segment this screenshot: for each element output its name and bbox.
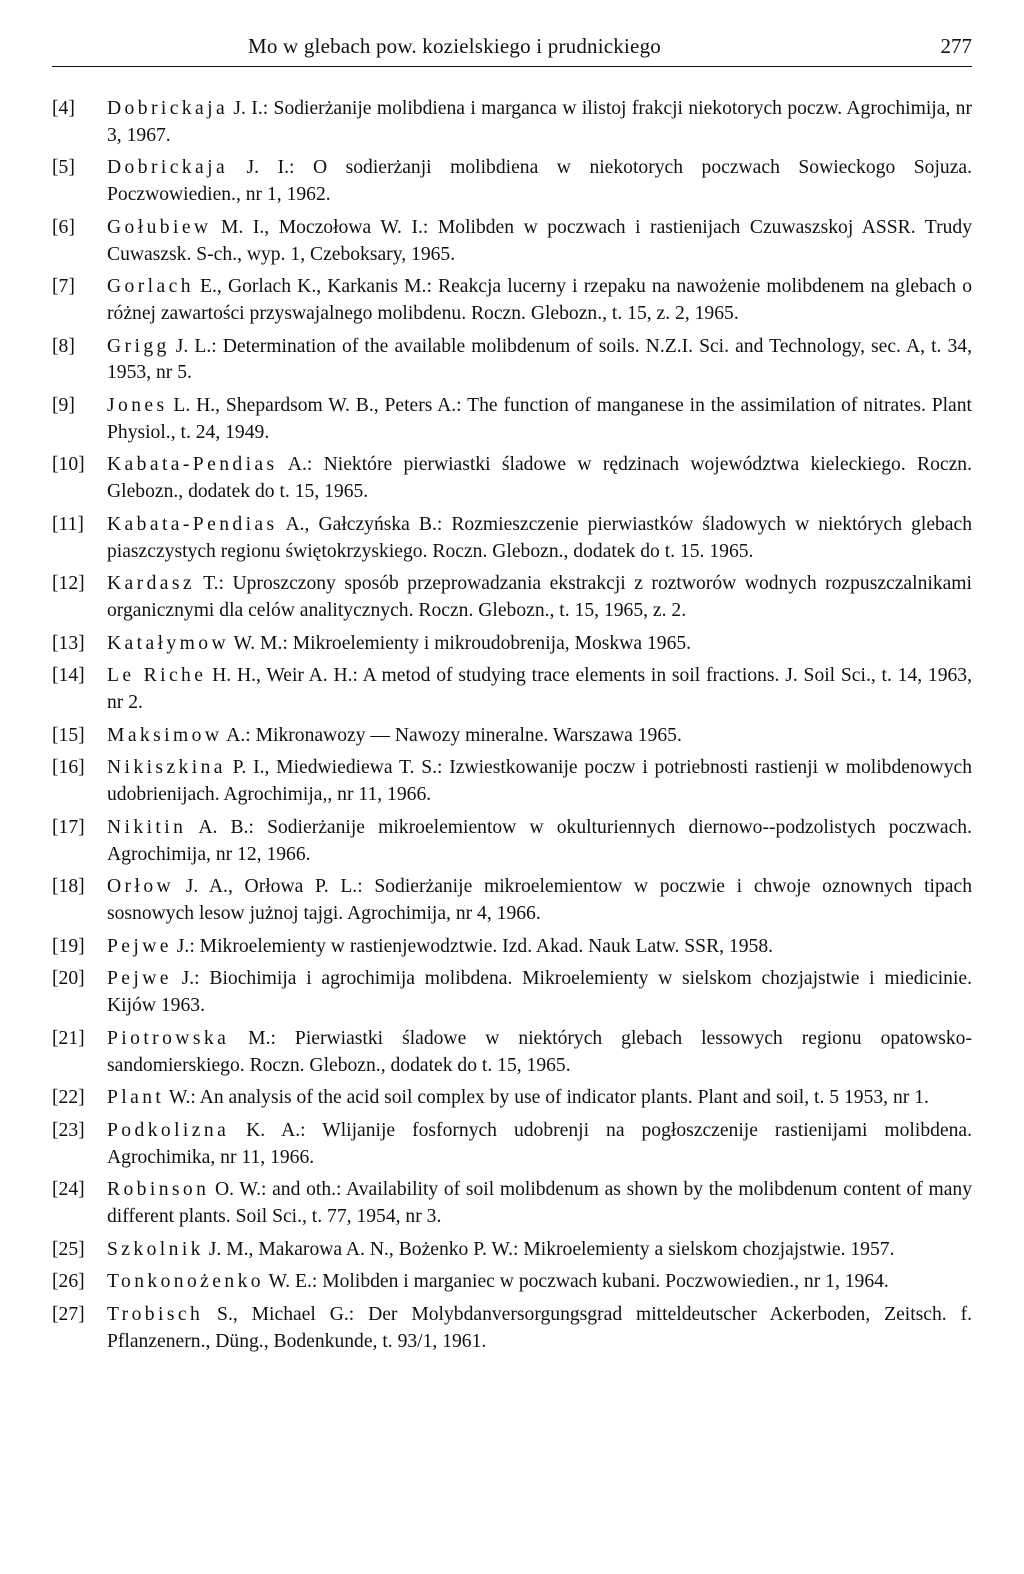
reference-first-author: Dobrickaja [107,157,229,179]
reference-first-author: Jones [107,395,168,417]
reference-first-author: Robinson [107,1179,210,1201]
reference-text: W. M.: Mikroelemienty i mikroudobrenija, Moskwa 1965. [229,632,692,654]
reference-item [52,1118,972,1171]
reference-first-author: Le Riche [107,665,207,687]
reference-text: M.: Pierwiastki śladowe w niektórych glebach lessowych regionu opatowsko-sandomierskiego. Roczn. Glebozn., dodatek do t. 15, 1965. [107,1027,972,1076]
reference-number: [23] [52,1119,85,1141]
reference-text: J. I.: Sodierżanije molibdiena i marganca w ilistoj frakcji niekotorych poczw. Agrochimija, nr 3, 1967. [107,98,972,146]
reference-number: [21] [52,1027,85,1049]
reference-number: [22] [52,1087,85,1109]
reference-first-author: Kabata-Pendias [107,454,278,476]
reference-item [52,1085,972,1112]
reference-item [52,755,972,808]
reference-list [52,96,972,1362]
reference-text: A., Gałczyńska B.: Rozmieszczenie pierwiastków śladowych w niektórych glebach piaszczystych regionu świętokrzyskiego. Roczn. Glebozn., dodatek do t. 15. 1965. [107,513,972,562]
reference-text: J. A., Orłowa P. L.: Sodierżanije mikroelemientow w poczwie i chwoje oznownych tipach sosnowych lesow jużnoj tajgi. Agrochimija, nr 4, 1966. [107,876,972,924]
reference-item [52,452,972,505]
reference-text: E., Gorlach K., Karkanis M.: Reakcja lucerny i rzepaku na nawożenie molibdenem na glebach o różnej zawartości przyswajalnego molibdenu. Roczn. Glebozn., t. 15, z. 2, 1965. [107,276,972,324]
reference-item [52,274,972,327]
reference-number: [26] [52,1271,85,1293]
reference-item [52,663,972,716]
running-header [52,30,972,64]
reference-item [52,1237,972,1264]
reference-first-author: Kabata-Pendias [107,513,278,535]
reference-item [52,934,972,961]
reference-text: A.: Mikronawozy — Nawozy mineralne. Warszawa 1965. [222,724,682,746]
reference-first-author: Piotrowska [107,1027,230,1049]
reference-first-author: Gołubiew [107,216,212,238]
running-title: Mo w glebach pow. kozielskiego i prudnickiego [248,34,661,58]
reference-text: J. I.: O sodierżanji molibdiena w niekotorych poczwach Sowieckogo Sojuza. Poczwowiedien., nr 1, 1962. [107,157,972,206]
reference-item [52,815,972,868]
reference-text: T.: Uproszczony sposób przeprowadzania ekstrakcji z roztworów wodnych rozpuszczalnikami organicznymi dla celów analitycznych. Roczn. Glebozn., t. 15, 1965, z. 2. [107,573,972,621]
reference-number: [24] [52,1179,85,1201]
reference-first-author: Podkolizna [107,1119,230,1141]
reference-first-author: Kardasz [107,573,195,595]
reference-first-author: Gorlach [107,276,194,298]
reference-first-author: Trobisch [107,1304,204,1326]
reference-item [52,215,972,268]
reference-text: W.: An analysis of the acid soil complex by use of indicator plants. Plant and soil, t. 5 1953, nr 1. [164,1087,929,1109]
reference-first-author: Dobrickaja [107,98,229,119]
reference-number: [4] [52,98,75,119]
reference-item [52,334,972,387]
reference-first-author: Grigg [107,335,170,357]
reference-first-author: Plant [107,1087,165,1109]
reference-item [52,393,972,446]
reference-item [52,512,972,565]
reference-text: W. E.: Molibden i marganiec w poczwach kubani. Poczwowiedien., nr 1, 1964. [263,1271,889,1293]
reference-number: [20] [52,968,85,990]
reference-text: M. I., Moczołowa W. I.: Molibden w poczwach i rastienijach Czuwaszskoj ASSR. Trudy Cuwaszsk. S-ch., wyp. 1, Czeboksary, 1965. [107,216,972,265]
reference-item [52,631,972,658]
reference-number: [10] [52,454,85,476]
reference-item [52,1269,972,1296]
reference-item [52,1302,972,1355]
reference-number: [25] [52,1238,85,1260]
reference-number: [5] [52,157,75,179]
reference-item [52,874,972,927]
reference-first-author: Tonkonożenko [107,1271,264,1293]
reference-text: J.: Mikroelemienty w rastienjewodztwie. Izd. Akad. Nauk Latw. SSR, 1958. [171,935,774,957]
reference-item [52,1026,972,1079]
reference-item [52,966,972,1019]
reference-first-author: Pejwe [107,935,172,957]
reference-number: [7] [52,276,75,298]
reference-text: P. I., Miedwiediewa T. S.: Izwiestkowanije poczw i potriebnosti rastienji w molibdenowych udobrienijach. Agrochimija,, nr 11, 1966. [107,757,972,806]
reference-number: [11] [52,513,84,535]
reference-first-author: Orłow [107,876,175,898]
reference-text: J.: Biochimija i agrochimija molibdena. Mikroelemienty w sielskom chozjajstwie i miedicinie. Kijów 1963. [107,968,972,1017]
reference-number: [16] [52,757,85,779]
reference-number: [27] [52,1304,85,1326]
reference-number: [19] [52,935,85,957]
reference-text: O. W.: and oth.: Availability of soil molibdenum as shown by the molibdenum content of many different plants. Soil Sci., t. 77, 1954, nr 3. [107,1179,972,1228]
reference-number: [6] [52,216,75,238]
reference-first-author: Katałymow [107,632,230,654]
reference-number: [17] [52,816,85,838]
reference-number: [8] [52,335,75,357]
reference-number: [14] [52,665,85,687]
reference-text: K. A.: Wlijanije fosfornych udobrenji na pogłoszczenije rastienijami molibdena. Agrochimika, nr 11, 1966. [107,1119,972,1168]
reference-item [52,155,972,208]
reference-number: [13] [52,632,85,654]
reference-text: L. H., Shepardsom W. B., Peters A.: The function of manganese in the assimilation of nitrates. Plant Physiol., t. 24, 1949. [107,395,972,443]
reference-text: H. H., Weir A. H.: A metod of studying trace elements in soil fractions. J. Soil Sci., t. 14, 1963, nr 2. [107,665,973,714]
reference-first-author: Nikiszkina [107,757,226,779]
page-number: 277 [940,34,972,58]
reference-item [52,1177,972,1230]
reference-number: [18] [52,876,85,898]
reference-first-author: Szkolnik [107,1238,204,1260]
reference-item [52,571,972,624]
reference-item [52,96,972,149]
reference-number: [12] [52,573,85,595]
reference-item [52,723,972,750]
reference-text: S., Michael G.: Der Molybdanversorgungsgrad mitteldeutscher Ackerboden, Zeitsch. f. Pflanzenern., Düng., Bodenkunde, t. 93/1, 1961. [107,1304,972,1352]
reference-first-author: Maksimow [107,724,223,746]
reference-number: [9] [52,395,75,417]
reference-first-author: Nikitin [107,816,187,838]
reference-text: A.: Niektóre pierwiastki śladowe w rędzinach województwa kieleckiego. Roczn. Glebozn., dodatek do t. 15, 1965. [107,454,972,503]
reference-number: [15] [52,724,85,746]
reference-text: J. M., Makarowa A. N., Bożenko P. W.: Mikroelemienty a sielskom chozjajstwie. 1957. [203,1238,895,1260]
reference-first-author: Pejwe [107,968,172,990]
reference-text: J. L.: Determination of the available molibdenum of soils. N.Z.I. Sci. and Technology, sec. A, t. 34, 1953, nr 5. [107,335,972,384]
header-rule [52,66,972,67]
reference-text: A. B.: Sodierżanije mikroelemientow w okulturiennych diernowo--podzolistych poczwach. Agrochimija, nr 12, 1966. [107,816,972,865]
